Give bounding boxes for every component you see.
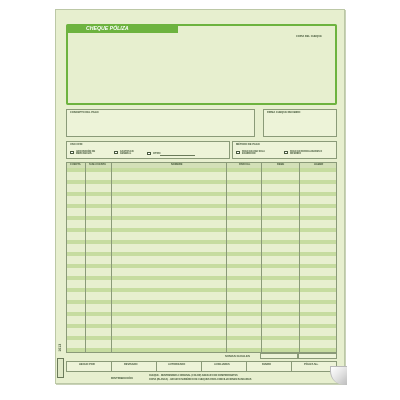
table-row (67, 288, 336, 292)
table-row (67, 210, 336, 214)
table-body (67, 168, 336, 352)
distribucion-line-1: CHEQUE - DESPRENDER A ORIGINAL (COLOR) ANEXAR CON COMPROBANTES (149, 375, 238, 377)
table-row (67, 204, 336, 208)
uso-option-0-label: ADQUISICIÓN DE MERCANCÍAS (76, 151, 96, 156)
diario-label: DIARIO (262, 363, 272, 366)
uso-otro-line (160, 155, 195, 156)
table-row (67, 234, 336, 238)
concepto-label: CONCEPTO DEL PAGO (70, 111, 99, 114)
uso-label: USO CFDI (70, 143, 83, 146)
cheque-poliza-form (55, 9, 345, 384)
col-divider (226, 163, 227, 352)
table-row (67, 246, 336, 250)
form-title: CHEQUE PÓLIZA (68, 26, 178, 33)
table-row (67, 252, 336, 256)
col-divider (85, 163, 86, 352)
revisado-label: REVISADO (124, 363, 138, 366)
table-row (67, 174, 336, 178)
table-row (67, 276, 336, 280)
table-row (67, 282, 336, 286)
col-header-debe: DEBE (277, 163, 285, 166)
table-row (67, 192, 336, 196)
firma-box (263, 109, 337, 137)
table-row (67, 228, 336, 232)
col-divider (261, 163, 262, 352)
cheque-copy-label: COPIA DEL CHEQUE (296, 35, 322, 38)
col-divider (111, 163, 112, 352)
form-number: 1013 (58, 343, 63, 352)
diario-cell (247, 362, 292, 371)
table-row (67, 180, 336, 184)
table-row (67, 318, 336, 322)
firma-label: FIRMA CHEQUE RECIBIDO (267, 111, 301, 114)
table-row (67, 324, 336, 328)
col-header-subcuenta: SUB-CUENTA (89, 163, 106, 166)
table-row (67, 264, 336, 268)
uso-option-1-checkbox[interactable] (114, 151, 118, 154)
table-row (67, 270, 336, 274)
signature-row (66, 361, 337, 372)
sumas-debe-cell (260, 353, 298, 359)
uso-cfdi-box (66, 141, 230, 159)
metodo-pago-box (232, 141, 337, 159)
table-row (67, 330, 336, 334)
accounting-table (66, 162, 337, 353)
table-row (67, 186, 336, 190)
metodo-option-0-label: PAGO EN UNA SOLA EXHIBICIÓN (242, 151, 265, 156)
autorizado-label: AUTORIZADO (168, 363, 186, 366)
sumas-iguales-label: SUMAS IGUALES (225, 354, 251, 358)
metodo-option-1-checkbox[interactable] (284, 151, 288, 154)
table-row (67, 336, 336, 340)
table-row (67, 312, 336, 316)
hecho-por-label: HECHO POR (79, 363, 95, 366)
auxiliares-label: AUXILIARES (214, 363, 230, 366)
hecho-por-cell (67, 362, 112, 371)
uso-option-0-checkbox[interactable] (70, 151, 74, 154)
auxiliares-cell (202, 362, 247, 371)
metodo-option-0-checkbox[interactable] (236, 151, 240, 154)
uso-option-1-label: GASTOS EN GENERAL (120, 151, 134, 156)
form-brand-tab (57, 358, 64, 378)
col-header-nombre: NOMBRE (171, 163, 183, 166)
uso-option-2-label: OTRO (153, 152, 161, 155)
table-row (67, 216, 336, 220)
revisado-cell (112, 362, 157, 371)
table-row (67, 294, 336, 298)
concepto-box (66, 109, 255, 137)
table-row (67, 222, 336, 226)
sumas-haber-cell (298, 353, 337, 359)
metodo-option-1-label: PAGO EN PARCIALIDADES O DIFERIDO (290, 151, 323, 156)
col-header-haber: HABER (314, 163, 324, 166)
col-divider (299, 163, 300, 352)
cheque-area (66, 24, 337, 105)
table-row (67, 240, 336, 244)
distribucion-title: DISTRIBUCIÓN (111, 376, 133, 380)
table-row (67, 168, 336, 172)
distribucion-line-2: COPIA (BLANCA) - ARCHIVO NUMÉRICO DE CHEQUES PARA CONCILIACIONES BANCARIAS (149, 379, 252, 381)
col-header-cuenta: CUENTA (70, 163, 81, 166)
table-row (67, 198, 336, 202)
uso-option-2-checkbox[interactable] (147, 152, 151, 155)
table-row (67, 306, 336, 310)
metodo-label: MÉTODO DE PAGO (236, 143, 260, 146)
table-row (67, 300, 336, 304)
col-header-parcial: PARCIAL (239, 163, 251, 166)
table-row (67, 348, 336, 352)
table-row (67, 342, 336, 346)
table-row (67, 258, 336, 262)
poliza-no-label: PÓLIZA No. (304, 363, 319, 366)
autorizado-cell (157, 362, 202, 371)
